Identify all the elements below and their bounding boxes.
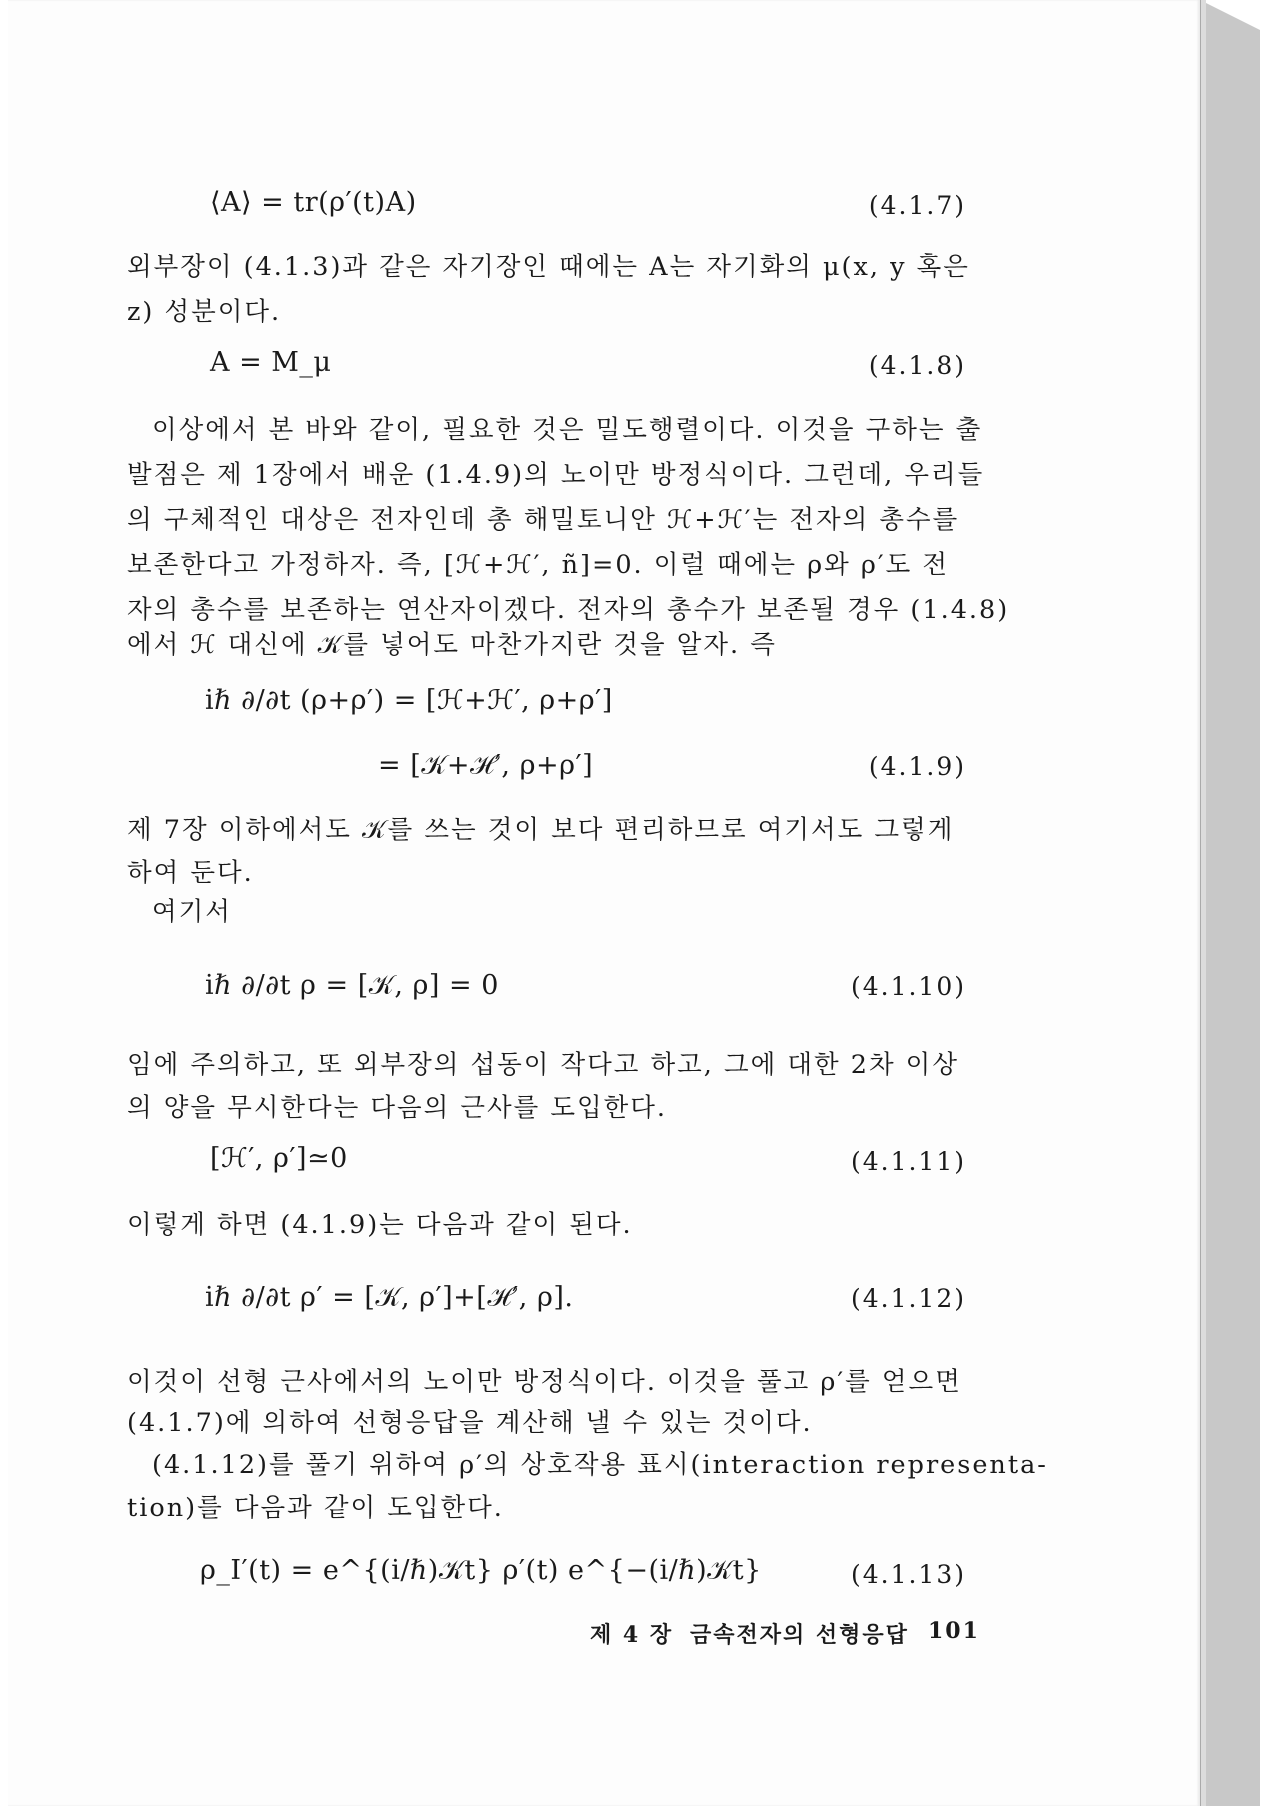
equation-number: (4.1.7) <box>868 191 966 220</box>
equation-4-1-13: ρ_I′(t) = e^{(i/ℏ)𝒦t} ρ′(t) e^{−(i/ℏ)𝒦t} <box>200 1555 762 1586</box>
running-footer-title: 금속전자의 선형응답 <box>690 1622 909 1648</box>
equation-number: (4.1.11) <box>850 1147 966 1176</box>
text-line: z) 성분이다. <box>127 297 282 327</box>
equation-4-1-7: ⟨A⟩ = tr(ρ′(t)A) <box>210 187 417 218</box>
text-line: 자의 총수를 보존하는 연산자이겠다. 전자의 총수가 보존될 경우 (1.4.8) <box>127 595 1010 625</box>
text-line: (4.1.12)를 풀기 위하여 ρ′의 상호작용 표시(interaction representa- <box>152 1450 1048 1480</box>
text-line: tion)를 다음과 같이 도입한다. <box>127 1493 504 1523</box>
text-line: 임에 주의하고, 또 외부장의 섭동이 작다고 하고, 그에 대한 2차 이상 <box>127 1050 959 1080</box>
equation-number: (4.1.9) <box>868 752 966 781</box>
running-footer-chapter: 제 4 장 <box>590 1622 674 1648</box>
text-line: (4.1.7)에 의하여 선형응답을 계산해 낼 수 있는 것이다. <box>127 1408 813 1438</box>
text-line: 여기서 <box>152 897 232 927</box>
equation-number: (4.1.8) <box>868 351 966 380</box>
text-line: 에서 ℋ 대신에 𝒦를 넣어도 마찬가지란 것을 알자. 즉 <box>127 630 777 660</box>
text-line: 하여 둔다. <box>127 858 254 888</box>
text-line: 보존한다고 가정하자. 즉, [ℋ+ℋ′, ñ]=0. 이럴 때에는 ρ와 ρ′도 전 <box>127 550 950 580</box>
text-line: 이것이 선형 근사에서의 노이만 방정식이다. 이것을 풀고 ρ′를 얻으면 <box>127 1367 962 1397</box>
equation-number: (4.1.13) <box>850 1560 966 1589</box>
text-line: 이상에서 본 바와 같이, 필요한 것은 밀도행렬이다. 이것을 구하는 출 <box>152 415 983 445</box>
text-line: 외부장이 (4.1.3)과 같은 자기장인 때에는 A는 자기화의 μ(x, y 혹은 <box>127 252 970 282</box>
page-number: 101 <box>928 1618 980 1644</box>
text-line: 발점은 제 1장에서 배운 (1.4.9)의 노이만 방정식이다. 그런데, 우리들 <box>127 460 985 490</box>
equation-4-1-9-line1: iℏ ∂/∂t (ρ+ρ′) = [ℋ+ℋ′, ρ+ρ′] <box>205 685 613 716</box>
text-line: 의 양을 무시한다는 다음의 근사를 도입한다. <box>127 1093 668 1123</box>
equation-4-1-12: iℏ ∂/∂t ρ′ = [𝒦, ρ′]+[ℋ′, ρ]. <box>205 1282 574 1313</box>
equation-4-1-11: [ℋ′, ρ′]≃0 <box>210 1143 348 1174</box>
equation-4-1-10: iℏ ∂/∂t ρ = [𝒦, ρ] = 0 <box>205 970 499 1001</box>
equation-number: (4.1.10) <box>850 972 966 1001</box>
equation-number: (4.1.12) <box>850 1284 966 1313</box>
text-line: 제 7장 이하에서도 𝒦를 쓰는 것이 보다 편리하므로 여기서도 그렇게 <box>127 815 955 845</box>
equation-4-1-8: A = M_μ <box>210 347 332 378</box>
equation-4-1-9-line2: = [𝒦+ℋ′, ρ+ρ′] <box>378 750 594 781</box>
text-line: 이렇게 하면 (4.1.9)는 다음과 같이 된다. <box>127 1210 633 1240</box>
text-line: 의 구체적인 대상은 전자인데 총 해밀토니안 ℋ+ℋ′는 전자의 총수를 <box>127 505 960 535</box>
